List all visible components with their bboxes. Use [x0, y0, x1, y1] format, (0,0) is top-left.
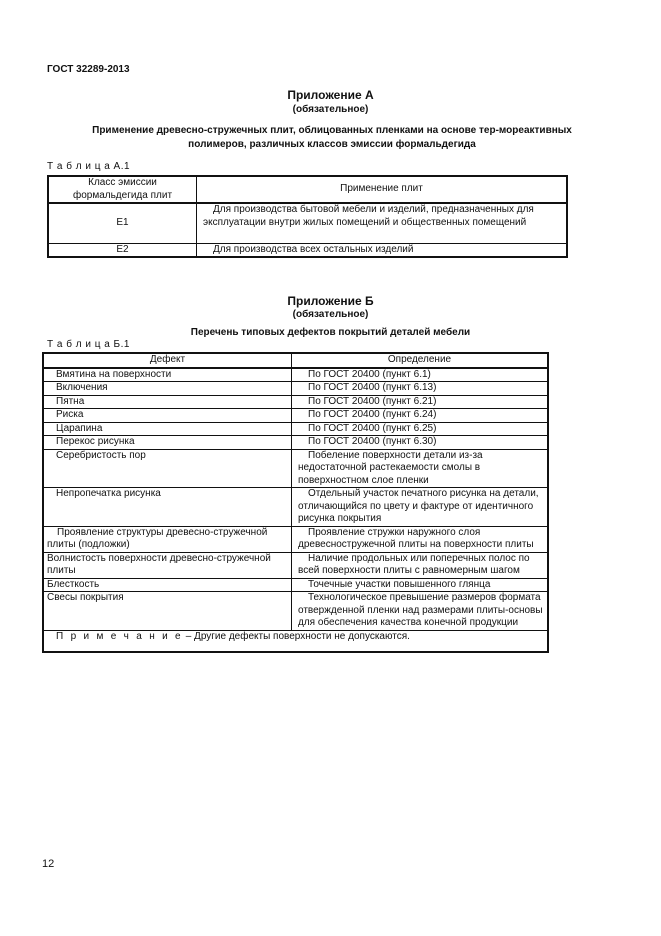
appendix-b-title: Приложение Б [287, 294, 374, 308]
table-cell-definition: Отдельный участок печатного рисунка на детали, отличающийся по цвету и фактуре от идентичного рисунка покрытия [292, 488, 549, 527]
table-cell-application: Для производства всех остальных изделий [197, 243, 568, 257]
table-row [43, 395, 548, 409]
table-cell-defect: Перекос рисунка [43, 436, 292, 450]
table-cell-defect: Пятна [43, 395, 292, 409]
table-cell-definition: По ГОСТ 20400 (пункт 6.21) [292, 395, 549, 409]
page-number: 12 [42, 858, 55, 870]
table-cell-class: Е1 [48, 203, 197, 243]
table-cell-defect: Волнистость поверхности древесно-стружечной плиты [43, 552, 292, 578]
table-cell-definition: По ГОСТ 20400 (пункт 6.13) [292, 382, 549, 396]
table-cell-definition: По ГОСТ 20400 (пункт 6.1) [292, 368, 549, 382]
table-cell-defect: Вмятина на поверхности [43, 368, 292, 382]
table-row [43, 592, 548, 631]
table-row [43, 382, 548, 396]
table-row [43, 552, 548, 578]
table-cell-definition: Технологическое превышение размеров формата отвержденной пленки над размерами плиты-основы для обеспечения качества конечной продукции [292, 592, 549, 631]
table-note-row [43, 630, 548, 652]
table-a1-header-application: Применение плит [197, 176, 568, 203]
table-row [43, 526, 548, 552]
table-row [48, 243, 567, 257]
table-row [43, 436, 548, 450]
table-cell-application: Для производства бытовой мебели и изделий, предназначенных для эксплуатации внутри жилых помещений и общественных помещений [197, 203, 568, 243]
note-text: – Другие дефекты поверхности не допускаются. [185, 630, 410, 642]
table-cell-definition: По ГОСТ 20400 (пункт 6.25) [292, 422, 549, 436]
table-cell-definition: Побеление поверхности детали из-за недостаточной растекаемости смолы в поверхностном слое пленки [292, 449, 549, 488]
table-cell-definition: Проявление стружки наружного слоя древесностружечной плиты на поверхности плиты [292, 526, 549, 552]
table-row [48, 203, 567, 243]
table-row [43, 449, 548, 488]
table-cell-definition: По ГОСТ 20400 (пункт 6.24) [292, 409, 549, 423]
table-cell-definition: Наличие продольных или поперечных полос по всей поверхности плиты с равномерным шагом [292, 552, 549, 578]
table-cell-defect: Непропечатка рисунка [43, 488, 292, 527]
appendix-b-status: (обязательное) [292, 309, 369, 320]
table-b1-label: Т а б л и ц а Б.1 [47, 339, 130, 350]
table-cell-definition: Точечные участки повышенного глянца [292, 578, 549, 592]
table-cell-class: Е2 [48, 243, 197, 257]
table-cell-defect: Свесы покрытия [43, 592, 292, 631]
table-cell-defect: Включения [43, 382, 292, 396]
table-row [43, 368, 548, 382]
appendix-a-status: (обязательное) [292, 104, 369, 115]
table-note [43, 630, 548, 652]
table-a1-label: Т а б л и ц а А.1 [47, 161, 131, 172]
table-a1 [47, 175, 568, 258]
table-row [43, 422, 548, 436]
table-cell-defect: Серебристость пор [43, 449, 292, 488]
table-cell-definition: По ГОСТ 20400 (пункт 6.30) [292, 436, 549, 450]
table-cell-defect: Проявление структуры древесно-стружечной плиты (подложки) [43, 526, 292, 552]
table-row [43, 578, 548, 592]
table-cell-defect: Царапина [43, 422, 292, 436]
table-cell-defect: Блесткость [43, 578, 292, 592]
appendix-a-description: Применение древесно-стружечных плит, облицованных пленками на основе тер-мореактивных полимеров, различных классов эмиссии формальдегида [92, 125, 572, 150]
table-cell-defect: Риска [43, 409, 292, 423]
table-row [43, 409, 548, 423]
table-row [43, 488, 548, 527]
table-a1-header-class: Класс эмиссии формальдегида плит [48, 176, 197, 203]
table-b1-header-defect: Дефект [43, 353, 292, 368]
appendix-b-description: Перечень типовых дефектов покрытий деталей мебели [190, 327, 471, 338]
appendix-a-title: Приложение А [287, 88, 374, 102]
standard-code: ГОСТ 32289-2013 [47, 64, 130, 75]
table-b1-header-definition: Определение [292, 353, 549, 368]
note-label: П р и м е ч а н и е [56, 630, 183, 642]
table-b1 [42, 352, 549, 653]
